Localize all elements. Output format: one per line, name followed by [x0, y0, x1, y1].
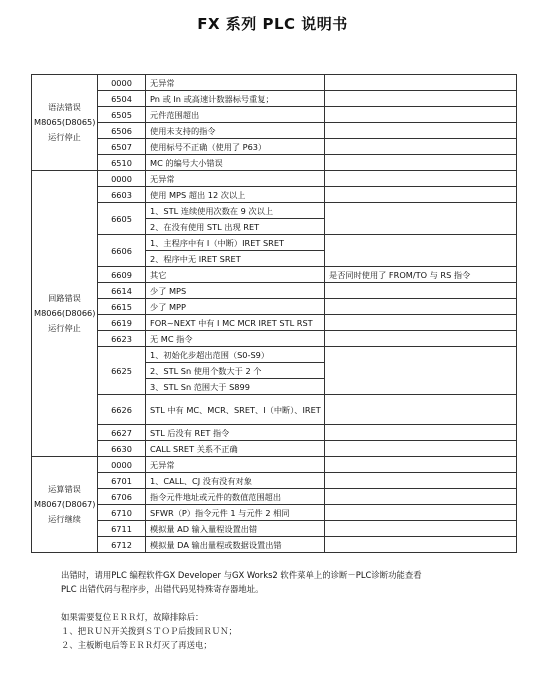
error-code-cell: 6706	[98, 489, 146, 505]
error-code-cell: 6710	[98, 505, 146, 521]
error-code-cell: 6627	[98, 425, 146, 441]
error-note-cell	[325, 347, 517, 395]
error-description-cell: 使用标号不正确（使用了 P63）	[146, 139, 325, 155]
error-note-cell	[325, 139, 517, 155]
notes-section	[61, 568, 531, 652]
error-note-cell	[325, 537, 517, 553]
error-note-cell	[325, 171, 517, 187]
error-group-label	[32, 75, 98, 171]
error-description-cell: 无 MC 指令	[146, 331, 325, 347]
error-description-cell: 使用未支持的指令	[146, 123, 325, 139]
error-description-cell: STL 中有 MC、MCR、SRET、I（中断）、IRET	[146, 395, 325, 425]
note-line: 如果需要复位ＥＲＲ灯，故障排除后：	[61, 612, 204, 622]
error-description-cell: STL 后没有 RET 指令	[146, 425, 325, 441]
error-code-cell: 6510	[98, 155, 146, 171]
error-code-cell: 6712	[98, 537, 146, 553]
note-line: ２、主板断电后等ＥＲＲ灯灭了再送电；	[61, 640, 212, 650]
table-row	[32, 267, 517, 283]
table-row	[32, 107, 517, 123]
group-label-line: 运算错误	[48, 484, 81, 494]
table-row	[32, 139, 517, 155]
error-description-cell: 元件范围超出	[146, 107, 325, 123]
error-note-cell	[325, 283, 517, 299]
table-row	[32, 521, 517, 537]
error-note-cell	[325, 395, 517, 425]
error-note-cell	[325, 457, 517, 473]
error-code-cell: 6626	[98, 395, 146, 425]
table-row	[32, 123, 517, 139]
error-description-cell: CALL SRET 关系不正确	[146, 441, 325, 457]
error-code-cell: 6504	[98, 91, 146, 107]
table-row	[32, 473, 517, 489]
error-description-cell: 模拟量 DA 输出量程或数据设置出错	[146, 537, 325, 553]
error-description-cell: 无异常	[146, 457, 325, 473]
error-code-cell: 6605	[98, 203, 146, 235]
error-code-cell: 6506	[98, 123, 146, 139]
error-note-cell	[325, 505, 517, 521]
diagnosis-note	[61, 568, 531, 596]
table-row	[32, 425, 517, 441]
group-label-line: M8066(D8066)	[34, 308, 96, 318]
error-description-cell: 1、主程序中有 I（中断）IRET SRET	[146, 235, 325, 251]
error-code-cell: 0000	[98, 171, 146, 187]
error-note-cell	[325, 315, 517, 331]
error-code-cell: 6609	[98, 267, 146, 283]
error-note-cell	[325, 473, 517, 489]
error-note-cell	[325, 299, 517, 315]
error-code-cell: 6606	[98, 235, 146, 267]
table-row	[32, 283, 517, 299]
error-code-cell: 0000	[98, 457, 146, 473]
error-code-cell: 6623	[98, 331, 146, 347]
error-note-cell	[325, 489, 517, 505]
error-description-cell: 少了 MPS	[146, 283, 325, 299]
group-label-line: 语法错误	[48, 102, 81, 112]
error-note-cell	[325, 123, 517, 139]
error-description-cell: MC 的编号大小错误	[146, 155, 325, 171]
table-row	[32, 395, 517, 425]
error-note-cell	[325, 521, 517, 537]
error-description-cell: 模拟量 AD 输入量程设置出错	[146, 521, 325, 537]
error-code-cell: 6625	[98, 347, 146, 395]
table-row	[32, 347, 517, 363]
error-description-cell: 指令元件地址或元件的数值范围超出	[146, 489, 325, 505]
table-row	[32, 91, 517, 107]
error-description-cell: 1、STL 连续使用次数在 9 次以上	[146, 203, 325, 219]
table-row	[32, 203, 517, 219]
error-note-cell	[325, 107, 517, 123]
table-row	[32, 299, 517, 315]
error-description-cell: 2、在没有使用 STL 出现 RET	[146, 219, 325, 235]
reset-instructions	[61, 610, 531, 652]
table-row	[32, 155, 517, 171]
group-label-line: 回路错误	[48, 293, 81, 303]
error-note-cell	[325, 235, 517, 267]
table-row	[32, 315, 517, 331]
error-code-cell: 6630	[98, 441, 146, 457]
error-code-cell: 0000	[98, 75, 146, 91]
table-row	[32, 75, 517, 91]
error-note-cell	[325, 331, 517, 347]
error-description-cell: SFWR（P）指令元件 1 与元件 2 相同	[146, 505, 325, 521]
table-row	[32, 171, 517, 187]
error-description-cell: 少了 MPP	[146, 299, 325, 315]
group-label-line: M8065(D8065)	[34, 117, 96, 127]
error-description-cell: 3、STL Sn 范围大于 S899	[146, 379, 325, 395]
error-description-cell: 无异常	[146, 75, 325, 91]
error-code-cell: 6614	[98, 283, 146, 299]
error-description-cell: 1、CALL、CJ 没有没有对象	[146, 473, 325, 489]
group-label-line: 运行停止	[48, 323, 81, 333]
table-row	[32, 441, 517, 457]
error-description-cell: FOR~NEXT 中有 I MC MCR IRET STL RST	[146, 315, 325, 331]
table-row	[32, 489, 517, 505]
table-row	[32, 457, 517, 473]
page-title: FX 系列 PLC 说明书	[197, 15, 348, 33]
error-note-cell	[325, 91, 517, 107]
error-description-cell: 使用 MPS 超出 12 次以上	[146, 187, 325, 203]
table-row	[32, 505, 517, 521]
error-description-cell: 无异常	[146, 171, 325, 187]
error-description-cell: 1、初始化步超出范围（S0-S9）	[146, 347, 325, 363]
error-note-cell	[325, 425, 517, 441]
table-row	[32, 187, 517, 203]
note-line: １、把ＲＵＮ开关拨到ＳＴＯＰ后拨回ＲＵＮ；	[61, 626, 237, 636]
error-group-label	[32, 457, 98, 553]
note-line: PLC 出错代码与程序步，出错代码见特殊寄存器地址。	[61, 584, 264, 594]
error-code-table	[31, 74, 517, 553]
error-description-cell: 2、STL Sn 使用个数大于 2 个	[146, 363, 325, 379]
error-description-cell: 2、程序中无 IRET SRET	[146, 251, 325, 267]
error-code-cell: 6603	[98, 187, 146, 203]
error-description-cell: 其它	[146, 267, 325, 283]
error-code-cell: 6505	[98, 107, 146, 123]
group-label-line: 运行停止	[48, 132, 81, 142]
error-note-cell	[325, 187, 517, 203]
error-group-label	[32, 171, 98, 457]
group-label-line: M8067(D8067)	[34, 499, 96, 509]
error-note-cell	[325, 441, 517, 457]
table-row	[32, 331, 517, 347]
error-note-cell	[325, 155, 517, 171]
error-code-cell: 6701	[98, 473, 146, 489]
table-row	[32, 537, 517, 553]
group-label-line: 运行继续	[48, 514, 81, 524]
error-code-cell: 6619	[98, 315, 146, 331]
error-note-cell	[325, 75, 517, 91]
note-line: 出错时，请用PLC 编程软件GX Developer 与GX Works2 软件菜单上的诊断－PLC诊断功能查看	[61, 570, 422, 580]
error-note-cell	[325, 203, 517, 235]
table-row	[32, 235, 517, 251]
error-code-cell: 6507	[98, 139, 146, 155]
error-code-cell: 6711	[98, 521, 146, 537]
error-code-cell: 6615	[98, 299, 146, 315]
error-description-cell: Pn 或 In 或高速计数器标号重复；	[146, 91, 325, 107]
error-note-cell: 是否同时使用了 FROM/TO 与 RS 指令	[325, 267, 517, 283]
